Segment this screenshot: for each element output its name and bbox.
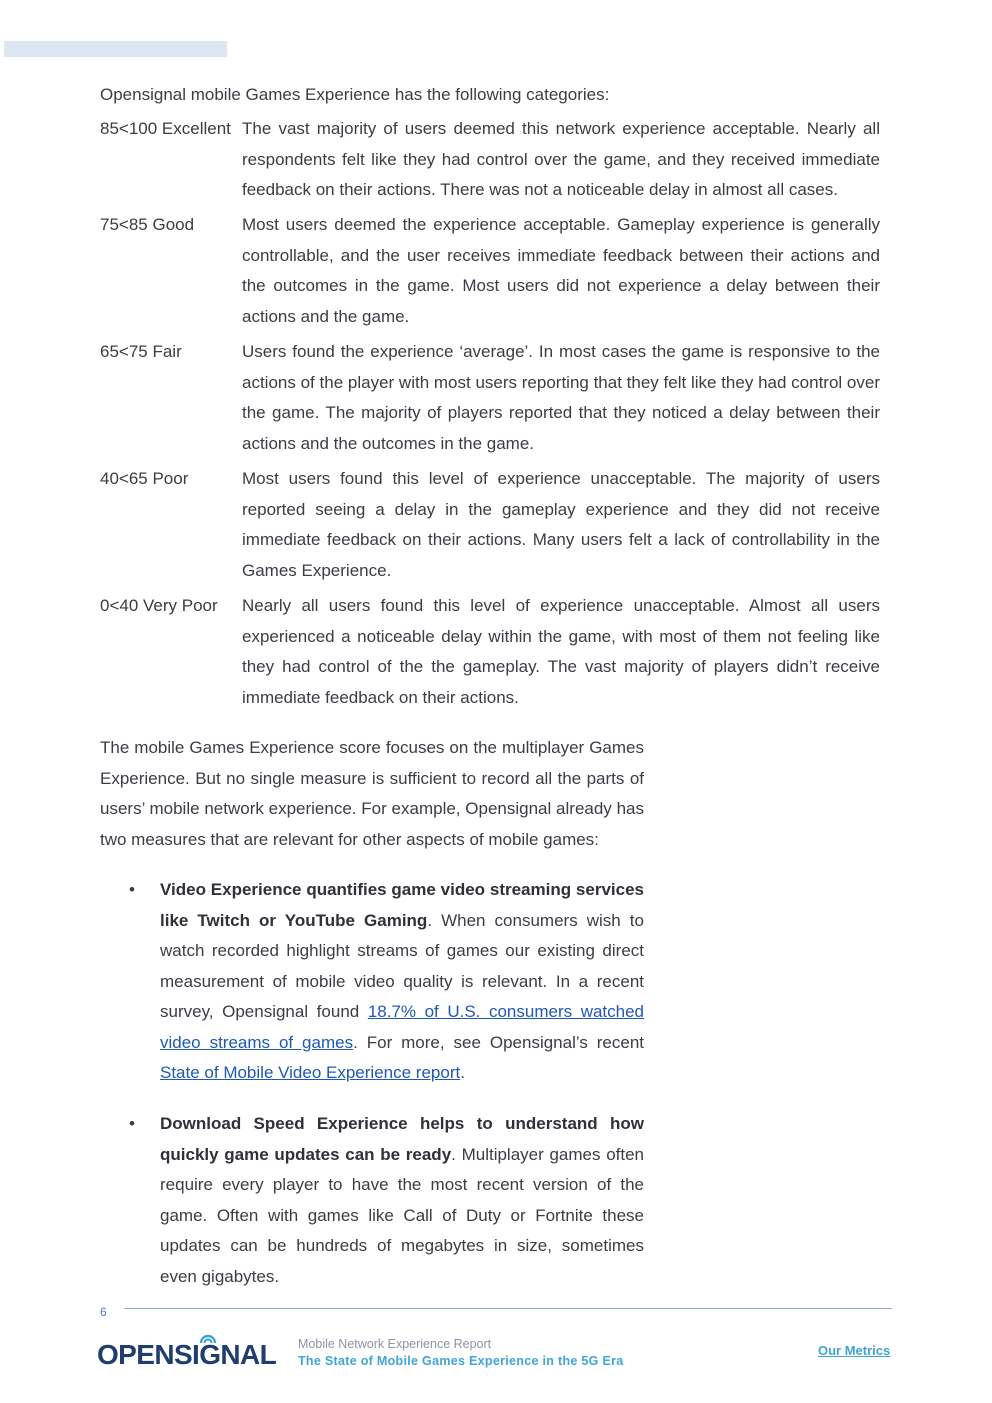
category-row [100, 591, 880, 713]
report-subtitle: Mobile Network Experience Report [298, 1337, 492, 1351]
category-row [100, 464, 880, 586]
category-label: 0<40 Very Poor [100, 596, 218, 615]
bullet-text: . When consumers wish to watch recorded highlight streams of games our existing direct measurement of mobile video quality is relevant. In a recent survey, Opensignal found [160, 910, 644, 1021]
bullet-text: . Multiplayer games often require every player to have the most recent version of the game. Often with games like Call of Duty or Fortnite these updates can be hundreds of megabytes in size, sometimes even gigabytes. [160, 1144, 645, 1286]
category-label: 40<65 Poor [100, 469, 189, 488]
header-bar [4, 41, 227, 57]
bullet-download-experience [129, 1109, 645, 1292]
bullet-heading: Video Experience quantifies game video streaming services like Twitch or YouTube Gaming [160, 880, 644, 930]
intro-text: Opensignal mobile Games Experience has the following categories: [100, 85, 610, 104]
opensignal-logo [97, 1334, 281, 1368]
survey-link[interactable]: 18.7% of U.S. consumers watched video streams of games [160, 1002, 645, 1052]
report-title: The State of Mobile Games Experience in the 5G Era [298, 1354, 624, 1368]
category-row [100, 337, 880, 459]
category-label: 65<75 Fair [100, 342, 182, 361]
bullet-text: . For more, see Opensignal’s recent [353, 1032, 644, 1052]
bullet-text: . [460, 1063, 465, 1082]
category-description: Most users deemed the experience acceptable. Gameplay experience is generally controllable, and the user receives immediate feedback between their actions and the outcomes in the game. Most users did not experience a delay between their actions and the game. [242, 215, 880, 326]
category-description: Nearly all users found this level of experience unacceptable. Almost all users experienced a noticeable delay within the game, with most of them not feeling like they had control of the the gameplay. The vast majority of players didn’t receive immediate feedback on their actions. [242, 596, 880, 707]
category-label: 85<100 Excellent [100, 119, 231, 138]
body-paragraph: The mobile Games Experience score focuses on the multiplayer Games Experience. But no single measure is sufficient to record all the parts of users’ mobile network experience. For example, Opensignal already has two measures that are relevant for other aspects of mobile games: [100, 738, 644, 849]
bullet-marker: • [129, 880, 135, 899]
bullet-video-experience [129, 875, 645, 1089]
bullet-heading: Download Speed Experience helps to understand how quickly game updates can be ready [160, 1114, 644, 1164]
category-row [100, 210, 880, 332]
page-number: 6 [100, 1305, 107, 1319]
bullet-marker: • [129, 1114, 135, 1133]
video-report-link[interactable]: State of Mobile Video Experience report [160, 1063, 461, 1082]
our-metrics-link[interactable]: Our Metrics [818, 1343, 891, 1358]
category-description: Users found the experience ‘average’. In most cases the game is responsive to the actions of the player with most users reporting that they felt like they had control over the game. The majority of players reported that they noticed a delay between their actions and the outcomes in the game. [242, 342, 880, 453]
category-description: Most users found this level of experience unacceptable. The majority of users reported seeing a delay in the gameplay experience and they did not receive immediate feedback on their actions. Many users felt a lack of controllability in the Games Experience. [242, 469, 880, 580]
category-label: 75<85 Good [100, 215, 195, 234]
footer-divider [124, 1308, 892, 1309]
logo-wordmark: OPENSIGNAL [97, 1339, 277, 1368]
category-description: The vast majority of users deemed this network experience acceptable. Nearly all respondents felt like they had control over the game, and they received immediate feedback on their actions. There was not a noticeable delay in almost all cases. [242, 119, 880, 199]
category-row [100, 114, 880, 206]
opensignal-logo-mark [97, 1334, 281, 1368]
